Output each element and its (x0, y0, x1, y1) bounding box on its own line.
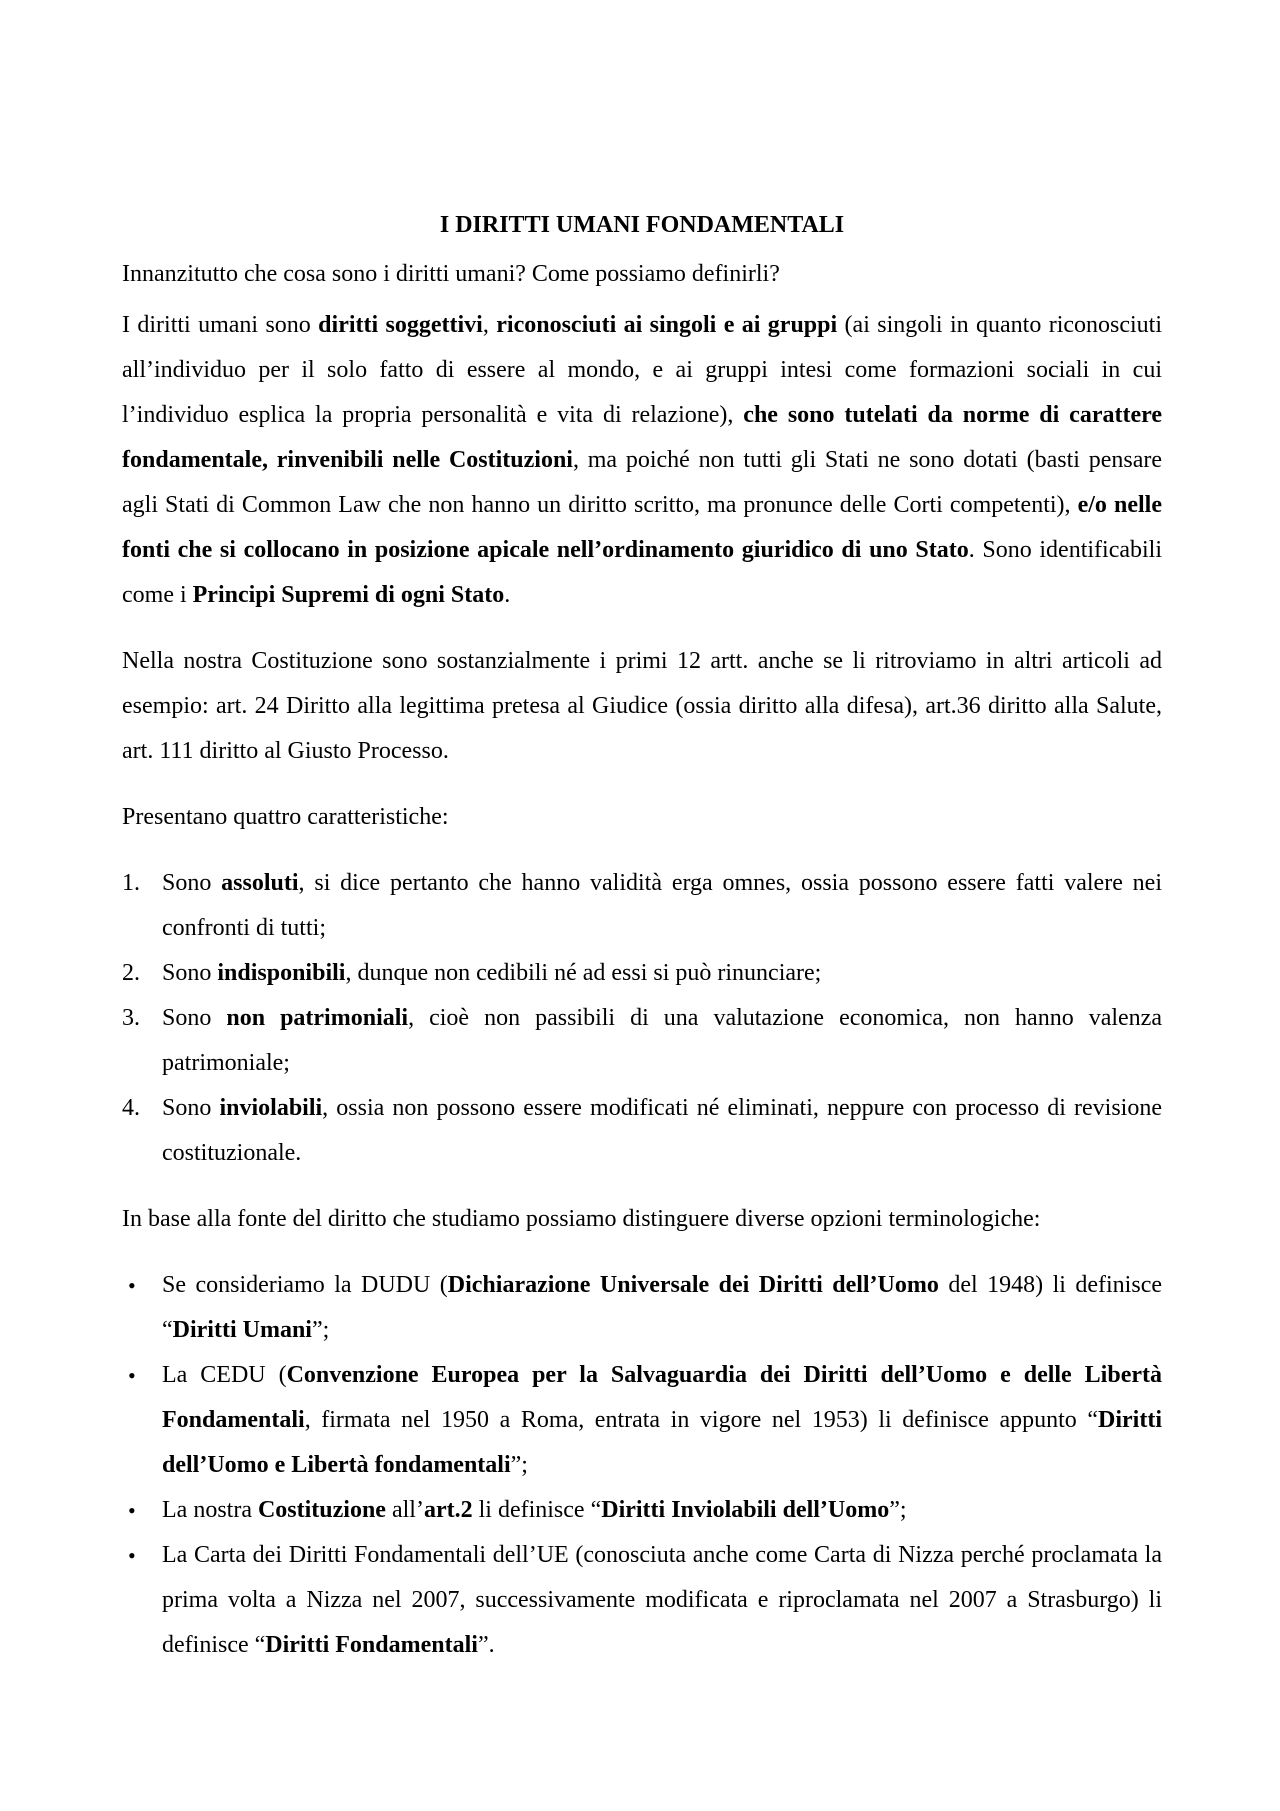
item-bold: Dichiarazione Universale dei Diritti dell’Uomo (447, 1272, 939, 1298)
item-text: , firmata nel 1950 a Roma, entrata in vigore nel 1953) li definisce appunto “ (304, 1407, 1099, 1433)
item-bold: non patrimoniali (226, 1005, 409, 1031)
list-item (122, 1533, 1162, 1668)
definition-bold: Principi Supremi di ogni Stato (192, 582, 505, 608)
item-bold: Diritti dell’Uomo e Libertà fondamentali (162, 1407, 1162, 1478)
list-number: 2. (122, 960, 140, 986)
item-text: Sono (162, 1095, 220, 1121)
item-text: Sono (162, 870, 222, 896)
definition-text: I diritti umani sono (122, 312, 319, 338)
list-item (122, 1086, 1162, 1176)
item-bold: Convenzione Europea per la Salvaguardia dei Diritti dell’Uomo e delle Libertà Fondamentali (162, 1362, 1162, 1433)
characteristics-intro: Presentano quattro caratteristiche: (122, 804, 449, 830)
list-item (122, 1263, 1162, 1353)
item-text: La Carta dei Diritti Fondamentali dell’UE (conosciuta anche come Carta di Nizza perché proclamata la prima volta a Nizza nel 2007, successivamente modificata e riproclamata nel 2007 a Strasburgo) li definisce “ (162, 1542, 1162, 1658)
item-bold: Diritti Fondamentali (265, 1632, 478, 1658)
definition-text: . Sono identificabili come i (122, 537, 1163, 608)
terminology-intro: In base alla fonte del diritto che studiamo possiamo distinguere diverse opzioni terminologiche: (122, 1206, 1041, 1232)
item-bold: indisponibili (217, 960, 346, 986)
definition-text: , (482, 312, 497, 338)
intro-question: Innanzitutto che cosa sono i diritti umani? Come possiamo definirli? (122, 261, 780, 287)
item-text: del 1948) li definisce “ (162, 1272, 1162, 1343)
item-bold: art.2 (423, 1497, 473, 1523)
item-bold: Diritti Umani (172, 1317, 312, 1343)
item-bold: Costituzione (257, 1497, 386, 1523)
item-text: Sono (162, 960, 218, 986)
item-text: , ossia non possono essere modificati né eliminati, neppure con processo di revisione costituzionale. (162, 1095, 1162, 1166)
item-text: all’ (385, 1497, 424, 1523)
list-item (122, 1488, 1162, 1533)
item-bold: assoluti (221, 870, 299, 896)
list-number: 4. (122, 1095, 140, 1121)
item-text: ”; (311, 1317, 330, 1343)
item-text: , dunque non cedibili né ad essi si può rinunciare; (345, 960, 822, 986)
item-text: Se consideriamo la DUDU ( (162, 1272, 448, 1298)
definition-text: . (504, 582, 511, 608)
definition-text: (ai singoli in quanto riconosciuti all’individuo per il solo fatto di essere al mondo, e ai gruppi intesi come formazioni sociali in cui l’individuo esplica la propria personalità e vita di relazione), (122, 312, 1163, 428)
definition-bold: e/o nelle fonti che si collocano in posizione apicale nell’ordinamento giuridico di uno Stato (122, 492, 1162, 563)
item-text: ”; (889, 1497, 907, 1523)
bullet-icon: • (128, 1273, 136, 1298)
bullet-icon: • (128, 1543, 136, 1568)
item-bold: Diritti Inviolabili dell’Uomo (601, 1497, 890, 1523)
document-body (122, 210, 1162, 1689)
list-item (122, 996, 1162, 1086)
bullet-icon: • (128, 1363, 136, 1388)
characteristics-list (122, 861, 1162, 1176)
terminology-list (122, 1263, 1162, 1668)
constitution-paragraph: Nella nostra Costituzione sono sostanzialmente i primi 12 artt. anche se li ritroviamo in altri articoli ad esempio: art. 24 Diritto alla legittima pretesa al Giudice (ossia diritto alla difesa), art.36 diritto alla Salute, art. 111 diritto al Giusto Processo. (122, 648, 1162, 764)
item-text: La nostra (162, 1497, 258, 1523)
list-item (122, 951, 1162, 996)
item-text: , cioè non passibili di una valutazione economica, non hanno valenza patrimoniale; (162, 1005, 1162, 1076)
item-text: La CEDU ( (162, 1362, 287, 1388)
item-text: li definisce “ (472, 1497, 602, 1523)
item-text: ”; (510, 1452, 528, 1478)
definition-text: , ma poiché non tutti gli Stati ne sono dotati (basti pensare agli Stati di Common Law che non hanno un diritto scritto, ma pronunce delle Corti competenti), (122, 447, 1162, 518)
definition-bold: diritti soggettivi (318, 312, 483, 338)
item-text: , si dice pertanto che hanno validità erga omnes, ossia possono essere fatti valere nei confronti di tutti; (162, 870, 1162, 941)
item-bold: inviolabili (219, 1095, 323, 1121)
list-item (122, 861, 1162, 951)
list-number: 1. (122, 870, 140, 896)
definition-bold: riconosciuti ai singoli e ai gruppi (496, 312, 838, 338)
list-item (122, 1353, 1162, 1488)
list-number: 3. (122, 1005, 140, 1031)
definition-paragraph (122, 303, 1162, 618)
document-title: I DIRITTI UMANI FONDAMENTALI (439, 212, 845, 238)
definition-bold: che sono tutelati da norme di carattere fondamentale, rinvenibili nelle Costituzioni (122, 402, 1162, 473)
item-text: Sono (162, 1005, 227, 1031)
item-text: ”. (477, 1632, 495, 1658)
bullet-icon: • (128, 1498, 136, 1523)
